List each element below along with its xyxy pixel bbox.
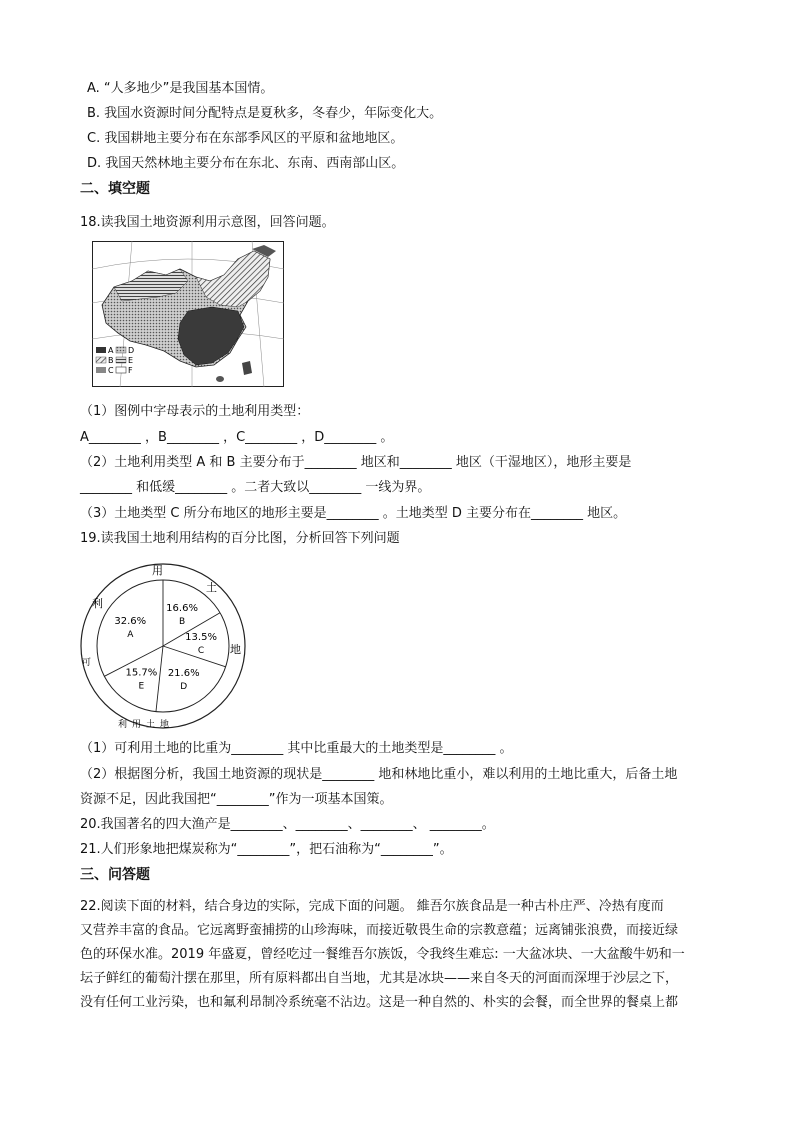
q22-line-4: 坛子鲜红的葡萄汁摆在那里，所有原料都出自当地，尤其是冰块——来自冬天的河面而深埋于沙层之下， [80, 971, 679, 986]
q19-sub1: （1）可利用土地的比重为________ 其中比重最大的土地类型是________ 。 [80, 741, 513, 756]
pie-sector-value: 21.6% [167, 668, 200, 680]
pie-sector-letter: B [178, 616, 186, 627]
q17-option-a: A. “人多地少”是我国基本国情。 [87, 81, 274, 96]
ring-label-left: 可 [82, 658, 92, 668]
pie-sector-value: 16.6% [166, 602, 198, 614]
q21-text: 21.人们形象地把煤炭称为“________”，把石油称为“________”。 [80, 842, 453, 857]
ring-char-2: 土 [206, 581, 217, 594]
section-2-heading: 二、填空题 [80, 181, 150, 197]
q18-sub1-blanks: A________ ，B________ ，C________ ，D________ 。 [80, 430, 394, 445]
legend-label-d: D [128, 346, 135, 355]
pie-sector-letter: A [127, 630, 134, 641]
q19-sub2-line1: （2）根据图分析，我国土地资源的现状是________ 地和林地比重小，难以利用的土地比重大，后备土地 [80, 767, 678, 782]
hainan-island [216, 376, 224, 382]
pie-sector-letter: E [138, 681, 145, 692]
legend-label-a: A [108, 346, 114, 355]
legend-swatch-c [96, 367, 106, 373]
legend-label-f: F [128, 366, 133, 375]
ring-label-right: 地 [230, 643, 241, 656]
pie-sector-value: 15.7% [125, 667, 158, 679]
q18-stem: 18.读我国土地资源利用示意图，回答问题。 [80, 215, 335, 230]
q22-line-3: 色的环保水准。2019 年盛夏，曾经吃过一餐维吾尔族饭，令我终生难忘: 一大盆冰块、一大盆酸牛奶和一 [80, 947, 685, 962]
q17-option-c: C. 我国耕地主要分布在东部季风区的平原和盆地地区。 [87, 131, 404, 146]
q22-line-1: 22.阅读下面的材料，结合身边的实际，完成下面的问题。 維吾尔族食品是一种古朴庄严、冷热有度而 [80, 899, 664, 914]
legend-swatch-f [116, 367, 126, 373]
legend-label-e: E [128, 356, 134, 365]
china-land-use-map [92, 241, 284, 387]
q22-line-2: 又营养丰富的食品。它远离野蛮捕捞的山珍海味，而接近敬畏生命的宗教意蕴；远离铺张浪费，而接近绿 [80, 923, 679, 938]
q19-sub2-line2: 资源不足，因此我国把“________”作为一项基本国策。 [80, 792, 393, 807]
q18-sub1: （1）图例中字母表示的土地利用类型： [80, 404, 310, 419]
q18-sub2-line1: （2）土地利用类型 A 和 B 主要分布于________ 地区和________ 地区（干湿地区），地形主要是 [80, 455, 632, 470]
legend-swatch-b [96, 357, 106, 363]
pie-sector-letter: D [180, 682, 188, 693]
q17-option-d: D. 我国天然林地主要分布在东北、东南、西南部山区。 [87, 156, 405, 171]
ring-char-li: 利 [92, 597, 103, 610]
q19-stem: 19.读我国土地利用结构的百分比图，分析回答下列问题 [80, 531, 400, 546]
pie-sector-value: 13.5% [185, 632, 217, 644]
legend-swatch-e [116, 357, 126, 363]
legend-swatch-a [96, 347, 106, 353]
q17-option-b: B. 我国水资源时间分配特点是夏秋多，冬春少，年际变化大。 [87, 106, 443, 121]
pie-sector-value: 32.6% [114, 616, 147, 628]
legend-label-b: B [108, 356, 114, 365]
pie-sector-letter: C [197, 646, 205, 657]
section-3-heading: 三、问答题 [80, 867, 150, 883]
q22-line-5: 没有任何工业污染，也和氟利昂制冷系统毫不沾边。这是一种自然的、朴实的会餐，而全世界的餐桌上都 [80, 995, 679, 1010]
legend-swatch-d [116, 347, 126, 353]
legend-label-c: C [108, 366, 114, 375]
ring-bottom-label: 利用土地 [118, 720, 175, 730]
ring-char-1: 用 [152, 564, 163, 577]
q18-sub3: （3）土地类型 C 所分布地区的地形主要是________ 。土地类型 D 主要分布在________ 地区。 [80, 506, 627, 521]
land-use-pie-chart [78, 561, 248, 731]
q20-text: 20.我国著名的四大渔产是________、________、________、 ________。 [80, 817, 495, 832]
q18-sub2-line2: ________ 和低缓________ 。二者大致以________ 一线为界。 [80, 480, 431, 495]
